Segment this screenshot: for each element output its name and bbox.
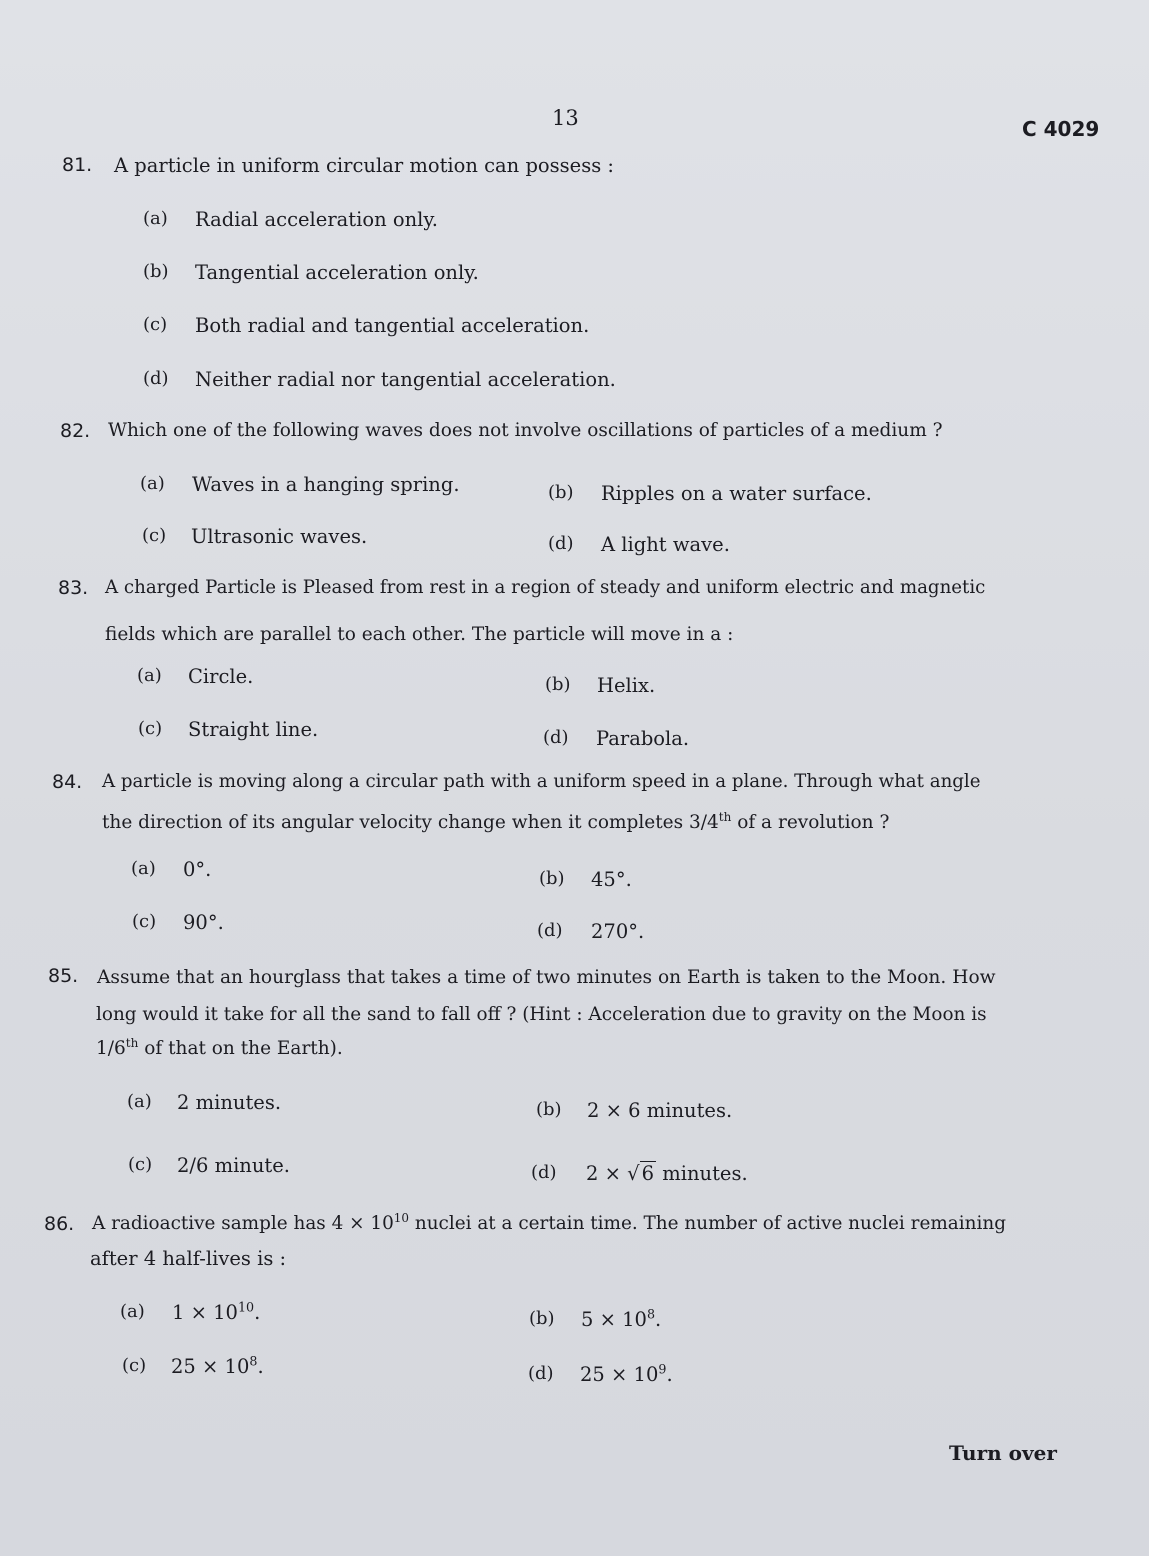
option-label: (d) <box>543 727 569 748</box>
option-label: (b) <box>143 261 169 282</box>
option-label: (a) <box>131 858 156 879</box>
option-text: 45°. <box>591 868 632 891</box>
option-text: 2/6 minute. <box>177 1154 291 1177</box>
option-text: A light wave. <box>601 533 730 556</box>
option-label: (d) <box>548 533 574 554</box>
option-text: 90°. <box>183 911 224 934</box>
question-text: A charged Particle is Pleased from rest in a region of steady and uniform electric and magnetic <box>105 577 986 598</box>
question-text: A particle is moving along a circular path with a uniform speed in a plane. Through what angle <box>102 771 981 792</box>
option-text: 0°. <box>183 858 212 881</box>
option-text: Ripples on a water surface. <box>601 482 872 505</box>
option-label: (b) <box>548 482 574 503</box>
question-number: 82. <box>60 420 91 442</box>
option-label: (a) <box>140 473 165 494</box>
option-text: 270°. <box>591 920 645 943</box>
option-label: (d) <box>143 368 169 389</box>
option-text: Ultrasonic waves. <box>191 525 368 548</box>
page-number: 13 <box>552 106 579 130</box>
option-label: (a) <box>127 1091 152 1112</box>
option-label: (b) <box>536 1099 562 1120</box>
square-root: √ 6 <box>627 1162 655 1185</box>
question-text: long would it take for all the sand to fall off ? (Hint : Acceleration due to gravity on the Moon is <box>96 1004 987 1025</box>
option-label: (d) <box>531 1162 557 1183</box>
option-text: Tangential acceleration only. <box>195 261 479 284</box>
turn-over: Turn over <box>949 1441 1057 1465</box>
question-text: A particle in uniform circular motion can possess : <box>114 154 615 177</box>
option-label: (c) <box>132 911 157 932</box>
paper-code: C 4029 <box>1022 117 1100 141</box>
option-label: (b) <box>529 1308 555 1329</box>
option-text: Waves in a hanging spring. <box>192 473 460 496</box>
question-text: fields which are parallel to each other. The particle will move in a : <box>105 624 734 645</box>
option-text: $25 \times 10^8$. <box>171 1353 264 1378</box>
question-text: the direction of its angular velocity change when it completes 3/4th of a revolution ? <box>102 809 890 833</box>
option-label: (c) <box>143 314 168 335</box>
question-number: 86. <box>44 1213 75 1235</box>
option-label: (d) <box>537 920 563 941</box>
option-label: (c) <box>138 718 163 739</box>
option-text: $25 \times 10^9$. <box>580 1361 673 1386</box>
option-label: (d) <box>528 1363 554 1384</box>
option-text: Neither radial nor tangential acceleration. <box>195 368 616 391</box>
question-number: 81. <box>62 154 93 176</box>
question-number: 83. <box>58 577 89 599</box>
option-label: (a) <box>143 208 168 229</box>
option-label: (b) <box>545 674 571 695</box>
option-label: (c) <box>142 525 167 546</box>
question-number: 84. <box>52 771 83 793</box>
option-label: (a) <box>120 1301 145 1322</box>
option-text: Parabola. <box>596 727 690 750</box>
option-label: (c) <box>122 1355 147 1376</box>
option-label: (a) <box>137 665 162 686</box>
option-text: 2 minutes. <box>177 1091 282 1114</box>
option-text: $1 \times 10^{10}$. <box>172 1299 261 1324</box>
option-label: (c) <box>128 1154 153 1175</box>
option-label: (b) <box>539 868 565 889</box>
option-text: $5 \times 10^8$. <box>581 1306 662 1331</box>
option-text: 2 × 6 minutes. <box>587 1099 733 1122</box>
question-text: after 4 half-lives is : <box>90 1247 287 1270</box>
option-text: Circle. <box>188 665 254 688</box>
option-text: 2 × √ 6 minutes. <box>586 1162 748 1185</box>
question-text: Which one of the following waves does not involve oscillations of particles of a medium ? <box>108 420 943 441</box>
question-text: Assume that an hourglass that takes a time of two minutes on Earth is taken to the Moon. How <box>97 967 996 988</box>
question-text: A radioactive sample has $4 \times 10^{10}$ nuclei at a certain time. The number of active nuclei remaining <box>92 1210 1006 1234</box>
option-text: Both radial and tangential acceleration. <box>195 314 590 337</box>
option-text: Helix. <box>597 674 656 697</box>
question-text: 1/6th of that on the Earth). <box>96 1035 343 1059</box>
option-text: Radial acceleration only. <box>195 208 438 231</box>
question-number: 85. <box>48 965 79 987</box>
option-text: Straight line. <box>188 718 319 741</box>
